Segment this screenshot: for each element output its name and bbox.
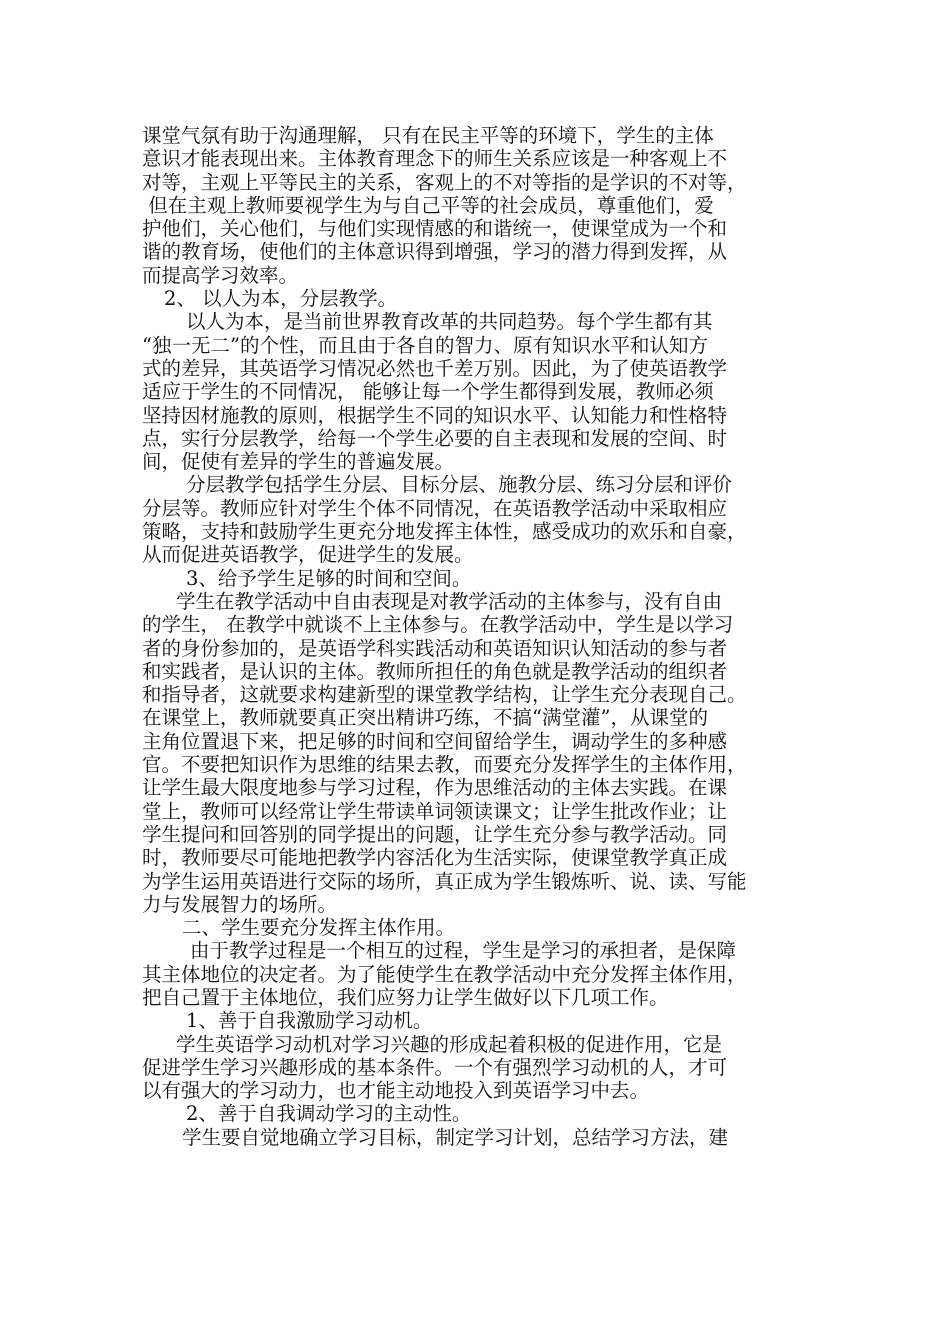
section-heading: 1、善于自我激励学习动机。 bbox=[186, 1009, 433, 1033]
paragraph-line: 主角位置退下来，把足够的时间和空间留给学生，调动学生的多种感 bbox=[142, 729, 728, 753]
paragraph-line: 由于教学过程是一个相互的过程，学生是学习的承担者，是保障 bbox=[190, 939, 737, 963]
paragraph-line: 官。不要把知识作为思维的结果去教，而要充分发挥学生的主体作用， bbox=[142, 753, 747, 777]
paragraph-line: 其主体地位的决定者。为了能使学生在教学活动中充分发挥主体作用， bbox=[142, 962, 747, 986]
section-heading: 3、给予学生足够的时间和空间。 bbox=[186, 566, 472, 590]
paragraph-line: 力与发展智力的场所。 bbox=[142, 892, 338, 916]
paragraph-line: 以有强大的学习动力，也才能主动地投入到英语学习中去。 bbox=[142, 1079, 650, 1103]
paragraph-line: 学生在教学活动中自由表现是对教学活动的主体参与，没有自由 bbox=[176, 589, 723, 613]
paragraph-line: 点，实行分层教学，给每一个学生必要的自主表现和发展的空间、时 bbox=[142, 426, 728, 450]
paragraph-line: 以人为本，是当前世界教育改革的共同趋势。每个学生都有其 bbox=[186, 310, 713, 334]
paragraph-line: 分层等。教师应针对学生个体不同情况，在英语教学活动中采取相应 bbox=[142, 496, 728, 520]
paragraph-line: 者的身份参加的，是英语学科实践活动和英语知识认知活动的参与者 bbox=[142, 636, 728, 660]
paragraph-line: 促进学生学习兴趣形成的基本条件。一个有强烈学习动机的人，才可 bbox=[142, 1055, 728, 1079]
paragraph-line: 而提高学习效率。 bbox=[142, 263, 299, 287]
paragraph-line: 为学生运用英语进行交际的场所，真正成为学生锻炼听、说、读、写能 bbox=[142, 869, 747, 893]
paragraph-line: 的学生， 在教学中就谈不上主体参与。在教学活动中，学生是以学习 bbox=[142, 613, 734, 637]
paragraph-line: 和实践者，是认识的主体。教师所担任的角色就是教学活动的组织者 bbox=[142, 659, 728, 683]
section-heading: 二、学生要充分发挥主体作用。 bbox=[182, 916, 456, 940]
paragraph-line: 把自己置于主体地位，我们应努力让学生做好以下几项工作。 bbox=[142, 985, 669, 1009]
paragraph-line: 堂上，教师可以经常让学生带读单词领读课文；让学生批改作业；让 bbox=[142, 799, 728, 823]
document-body bbox=[142, 124, 810, 1149]
paragraph-line: 式的差异，其英语学习情况必然也千差万别。因此，为了使英语教学 bbox=[142, 356, 728, 380]
paragraph-line: 学生要自觉地确立学习目标，制定学习计划，总结学习方法，建 bbox=[182, 1125, 729, 1149]
paragraph-line: 分层教学包括学生分层、目标分层、施教分层、练习分层和评价 bbox=[186, 473, 733, 497]
paragraph-line: 从而促进英语教学，促进学生的发展。 bbox=[142, 543, 474, 567]
section-heading: 2、善于自我调动学习的主动性。 bbox=[186, 1102, 472, 1126]
paragraph-line: 在课堂上，教师就要真正突出精讲巧练，不搞“满堂灌”，从课堂的 bbox=[142, 706, 708, 730]
paragraph-line: 但在主观上教师要视学生为与自己平等的社会成员，尊重他们，爱 bbox=[142, 193, 714, 217]
paragraph-line: 适应于学生的不同情况， 能够让每一个学生都得到发展，教师必须 bbox=[142, 380, 714, 404]
paragraph-line: 让学生最大限度地参与学习过程，作为思维活动的主体去实践。在课 bbox=[142, 776, 728, 800]
paragraph-line: 护他们，关心他们，与他们实现情感的和谐统一，使课堂成为一个和 bbox=[142, 217, 728, 241]
paragraph-line: 策略，支持和鼓励学生更充分地发挥主体性，感受成功的欢乐和自豪， bbox=[142, 520, 747, 544]
paragraph-line: 和指导者，这就要求构建新型的课堂教学结构，让学生充分表现自己。 bbox=[142, 683, 747, 707]
paragraph-line: 坚持因材施教的原则，根据学生不同的知识水平、认知能力和性格特 bbox=[142, 403, 728, 427]
paragraph-line: 间，促使有差异的学生的普遍发展。 bbox=[142, 450, 455, 474]
section-heading: 2、 以人为本，分层教学。 bbox=[164, 287, 398, 311]
paragraph-line: “独一无二”的个性，而且由于各自的智力、原有知识水平和认知方 bbox=[142, 333, 708, 357]
paragraph-line: 时，教师要尽可能地把教学内容活化为生活实际，使课堂教学真正成 bbox=[142, 846, 728, 870]
paragraph-line: 学生提问和回答别的同学提出的问题，让学生充分参与教学活动。同 bbox=[142, 822, 728, 846]
paragraph-line: 对等，主观上平等民主的关系，客观上的不对等指的是学识的不对等， bbox=[142, 170, 747, 194]
paragraph-line: 学生英语学习动机对学习兴趣的形成起着积极的促进作用，它是 bbox=[176, 1032, 723, 1056]
paragraph-line: 意识才能表现出来。主体教育理念下的师生关系应该是一种客观上不 bbox=[142, 147, 728, 171]
paragraph-line: 课堂气氛有助于沟通理解， 只有在民主平等的环境下，学生的主体 bbox=[142, 124, 714, 147]
paragraph-line: 谐的教育场，使他们的主体意识得到增强，学习的潜力得到发挥，从 bbox=[142, 240, 728, 264]
